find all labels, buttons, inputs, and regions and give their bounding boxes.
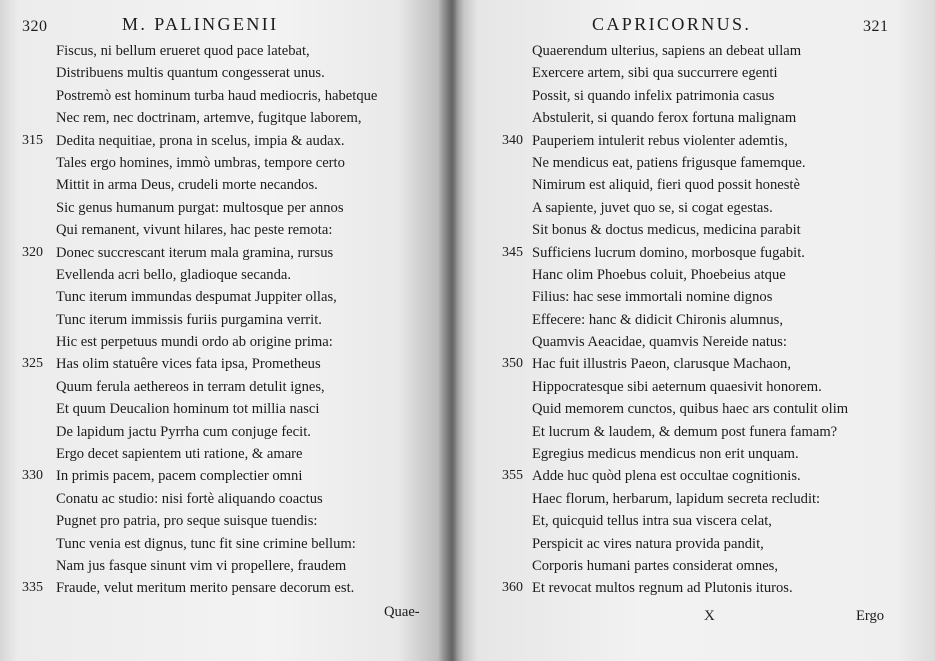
verse-text: Tunc venia est dignus, tunc fit sine crimine bellum: xyxy=(56,535,356,552)
verse-text: Possit, si quando infelix patrimonia casus xyxy=(532,87,775,104)
line-number: 350 xyxy=(502,356,523,372)
verse-line xyxy=(532,264,927,286)
verse-line xyxy=(56,398,436,420)
verse-line xyxy=(56,197,436,219)
page-number: 320 xyxy=(22,18,48,35)
catchword: Ergo xyxy=(856,608,885,624)
verse-text: Ne mendicus eat, patiens frigusque famemque. xyxy=(532,154,806,171)
verse-text: Distribuens multis quantum congesserat unus. xyxy=(56,65,325,82)
verse-text: Et, quicquid tellus intra sua viscera celat, xyxy=(532,513,772,530)
left-page xyxy=(0,0,452,661)
verse-line xyxy=(532,286,927,308)
verse-text: Abstulerit, si quando ferox fortuna malignam xyxy=(532,110,797,127)
verse-text: Dedita nequitiae, prona in scelus, impia & audax. xyxy=(56,132,345,149)
verse-text: Et revocat multos regnum ad Plutonis ituros. xyxy=(532,580,793,597)
verse-line xyxy=(56,309,436,331)
verse-text: Hippocratesque sibi aeternum quaesivit honorem. xyxy=(532,378,822,395)
line-number: 320 xyxy=(22,244,43,260)
verse-text: Quid memorem cunctos, quibus haec ars contulit olim xyxy=(532,401,849,418)
verse-text: Tunc iterum immundas despumat Juppiter ollas, xyxy=(56,289,337,306)
book-gutter xyxy=(438,0,464,661)
verse-line xyxy=(56,152,436,174)
signature-mark: X xyxy=(704,608,715,624)
verse-text: Et quum Deucalion hominum tot millia nasci xyxy=(56,401,320,418)
verse-line xyxy=(22,353,436,375)
verse-line xyxy=(56,488,436,510)
right-page xyxy=(452,0,935,661)
verse-list xyxy=(22,40,436,600)
line-number: 345 xyxy=(502,244,523,260)
verse-line xyxy=(56,443,436,465)
verse-text: Nec rem, nec doctrinam, artemve, fugitque laborem, xyxy=(56,110,362,127)
verse-text: Sufficiens lucrum domino, morbosque fugabit. xyxy=(532,244,805,261)
verse-text: Donec succrescant iterum mala gramina, rursus xyxy=(56,244,334,261)
verse-line xyxy=(56,264,436,286)
verse-line xyxy=(532,309,927,331)
verse-text: Quum ferula aethereos in terram detulit ignes, xyxy=(56,378,325,395)
verse-line xyxy=(56,62,436,84)
line-number: 325 xyxy=(22,356,43,372)
verse-text: Nam jus fasque sinunt vim vi propellere, fraudem xyxy=(56,557,347,574)
verse-line xyxy=(56,219,436,241)
verse-text: Fiscus, ni bellum erueret quod pace latebat, xyxy=(56,43,310,59)
verse-line xyxy=(532,85,927,107)
verse-text: Egregius medicus mendicus non erit unquam. xyxy=(532,446,799,463)
verse-line xyxy=(502,130,927,152)
verse-line xyxy=(532,421,927,443)
verse-text: Evellenda acri bello, gladioque secanda. xyxy=(56,266,292,283)
verse-line xyxy=(532,107,927,129)
verse-text: Exercere artem, sibi qua succurrere egenti xyxy=(532,65,778,82)
verse-line xyxy=(56,421,436,443)
verse-list xyxy=(502,40,927,600)
verse-line xyxy=(56,533,436,555)
verse-line xyxy=(532,40,927,62)
verse-line xyxy=(532,510,927,532)
verse-line xyxy=(532,152,927,174)
verse-text: Et lucrum & laudem, & demum post funera famam? xyxy=(532,423,838,440)
verse-line xyxy=(532,443,927,465)
line-number: 355 xyxy=(502,468,523,484)
verse-text: Nimirum est aliquid, fieri quod possit honestè xyxy=(532,177,800,194)
verse-text: Has olim statuêre vices fata ipsa, Prometheus xyxy=(56,356,321,373)
verse-text: Hanc olim Phoebus coluit, Phoebeius atque xyxy=(532,266,786,283)
verse-line xyxy=(22,465,436,487)
verse-line xyxy=(22,577,436,599)
verse-line xyxy=(22,130,436,152)
verse-line xyxy=(532,398,927,420)
verse-line xyxy=(56,331,436,353)
verse-line xyxy=(502,242,927,264)
verse-text: Adde huc quòd plena est occultae cognitionis. xyxy=(532,468,801,485)
verse-text: Fraude, velut meritum merito pensare decorum est. xyxy=(56,580,355,597)
verse-line xyxy=(56,85,436,107)
verse-line xyxy=(532,533,927,555)
line-number: 315 xyxy=(22,132,43,148)
verse-text: Mittit in arma Deus, crudeli morte necandos. xyxy=(56,177,318,194)
verse-line xyxy=(22,242,436,264)
verse-line xyxy=(532,488,927,510)
page-number: 321 xyxy=(863,18,889,35)
verse-text: Pugnet pro patria, pro seque suisque tuendis: xyxy=(56,513,318,530)
verse-text: Ergo decet sapientem uti ratione, & amare xyxy=(56,446,303,463)
verse-text: In primis pacem, pacem complectier omni xyxy=(56,468,303,485)
verse-text: Hic est perpetuus mundi ordo ab origine prima: xyxy=(56,334,333,351)
verse-line xyxy=(56,107,436,129)
verse-text: Effecere: hanc & didicit Chironis alumnus, xyxy=(532,311,784,328)
verse-line xyxy=(502,353,927,375)
verse-line xyxy=(56,510,436,532)
verse-text: Qui remanent, vivunt hilares, hac peste remota: xyxy=(56,222,333,239)
verse-line xyxy=(532,197,927,219)
running-head: M. PALINGENII xyxy=(122,14,279,34)
verse-text: Pauperiem intulerit rebus violenter ademtis, xyxy=(532,132,788,149)
line-number: 330 xyxy=(22,468,43,484)
verse-text: Perspicit ac vires natura provida pandit, xyxy=(532,535,764,552)
verse-text: De lapidum jactu Pyrrha cum conjuge fecit. xyxy=(56,423,311,440)
verse-line xyxy=(532,331,927,353)
running-head: CAPRICORNUS. xyxy=(592,14,752,34)
verse-text: Hac fuit illustris Paeon, clarusque Machaon, xyxy=(532,356,791,373)
verse-text: Postremò est hominum turba haud mediocris, habetque xyxy=(56,87,378,104)
line-number: 340 xyxy=(502,132,523,148)
verse-line xyxy=(56,40,436,62)
catchword: Quae- xyxy=(384,604,420,620)
verse-line xyxy=(502,465,927,487)
verse-line xyxy=(532,376,927,398)
verse-text: Quamvis Aeacidae, quamvis Nereide natus: xyxy=(532,334,787,351)
verse-text: Haec florum, herbarum, lapidum secreta recludit: xyxy=(532,490,821,507)
verse-line xyxy=(56,555,436,577)
verse-text: Filius: hac sese immortali nomine dignos xyxy=(532,289,773,306)
verse-text: A sapiente, juvet quo se, si cogat egestas. xyxy=(532,199,773,216)
verse-text: Tales ergo homines, immò umbras, tempore certo xyxy=(56,154,345,171)
verse-line xyxy=(532,62,927,84)
line-number: 335 xyxy=(22,580,43,596)
verse-line xyxy=(56,376,436,398)
verse-line xyxy=(56,286,436,308)
verse-text: Corporis humani partes considerat omnes, xyxy=(532,557,779,574)
verse-line xyxy=(532,174,927,196)
verse-text: Tunc iterum immissis furiis purgamina verrit. xyxy=(56,311,322,328)
verse-text: Sic genus humanum purgat: multosque per annos xyxy=(56,199,344,216)
verse-text: Conatu ac studio: nisi fortè aliquando coactus xyxy=(56,490,323,507)
verse-line xyxy=(502,577,927,599)
verse-line xyxy=(532,219,927,241)
line-number: 360 xyxy=(502,580,523,596)
verse-line xyxy=(532,555,927,577)
verse-text: Quaerendum ulterius, sapiens an debeat ullam xyxy=(532,43,802,59)
verse-line xyxy=(56,174,436,196)
verse-text: Sit bonus & doctus medicus, medicina parabit xyxy=(532,222,801,239)
